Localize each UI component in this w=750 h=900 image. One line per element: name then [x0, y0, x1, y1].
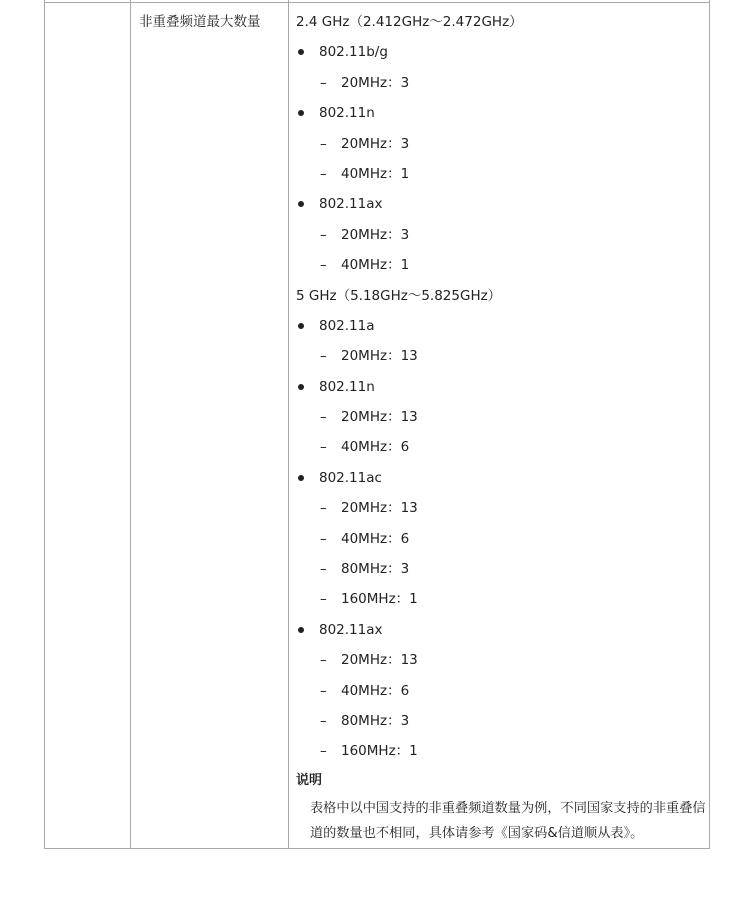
dash-icon: – [320, 652, 327, 669]
channel-width-item [296, 225, 706, 255]
dash-icon: – [320, 500, 327, 517]
channel-width-item [296, 437, 706, 467]
channel-width-value: 20MHz：13 [341, 652, 418, 669]
standard-list-item [296, 468, 706, 498]
channel-width-item [296, 681, 706, 711]
channel-width-item [296, 589, 706, 619]
channel-width-item [296, 255, 706, 285]
dash-icon: – [320, 257, 327, 274]
channel-width-value: 40MHz：1 [341, 257, 410, 274]
dash-icon: – [320, 348, 327, 365]
channel-width-item [296, 407, 706, 437]
bullet-icon [298, 384, 304, 390]
dash-icon: – [320, 165, 327, 182]
dash-icon: – [320, 226, 327, 243]
note-text: 表格中以中国支持的非重叠频道数量为例，不同国家支持的非重叠信道的数量也不相同，具体请参考《国家码&信道顺从表》。 [310, 801, 706, 841]
column-divider [288, 0, 289, 849]
dash-icon: – [320, 74, 327, 91]
standard-name: 802.11ac [319, 469, 382, 486]
channel-width-item [296, 529, 706, 559]
channel-width-item [296, 711, 706, 741]
bullet-icon [298, 475, 304, 481]
standard-name: 802.11n [319, 378, 375, 395]
channel-width-item [296, 650, 706, 680]
channel-width-item [296, 73, 706, 103]
bullet-icon [298, 201, 304, 207]
channel-width-item [296, 134, 706, 164]
bullet-icon [298, 49, 304, 55]
dash-icon: – [320, 561, 327, 578]
band-label: 5 GHz（5.18GHz～5.825GHz） [296, 287, 502, 304]
channel-width-value: 20MHz：13 [341, 348, 418, 365]
parameter-value-cell [296, 12, 706, 772]
dash-icon: – [320, 743, 327, 760]
channel-width-value: 20MHz：13 [341, 409, 418, 426]
standard-list-item [296, 316, 706, 346]
dash-icon: – [320, 591, 327, 608]
band-label: 2.4 GHz（2.412GHz～2.472GHz） [296, 14, 523, 30]
dash-icon: – [320, 712, 327, 729]
standard-name: 802.11n [319, 105, 375, 122]
channel-width-value: 40MHz：1 [341, 165, 410, 182]
standard-name: 802.11ax [319, 621, 383, 638]
channel-width-value: 20MHz：3 [341, 226, 410, 243]
channel-width-value: 20MHz：13 [341, 500, 418, 517]
bullet-icon [298, 323, 304, 329]
bullet-icon [298, 627, 304, 633]
channel-width-item [296, 559, 706, 589]
standard-list-item [296, 620, 706, 650]
channel-width-value: 20MHz：3 [341, 74, 410, 91]
channel-width-item [296, 498, 706, 528]
channel-width-value: 40MHz：6 [341, 682, 410, 699]
column-divider [130, 0, 131, 849]
bullet-icon [298, 110, 304, 116]
dash-icon: – [320, 439, 327, 456]
dash-icon: – [320, 135, 327, 152]
channel-width-value: 40MHz：6 [341, 530, 410, 547]
standard-name: 802.11b/g [319, 44, 388, 61]
standard-list-item [296, 194, 706, 224]
dash-icon: – [320, 409, 327, 426]
standard-name: 802.11a [319, 317, 375, 334]
channel-width-value: 20MHz：3 [341, 135, 410, 152]
channel-width-value: 160MHz：1 [341, 591, 418, 608]
standard-name: 802.11ax [319, 196, 383, 213]
channel-width-value: 80MHz：3 [341, 561, 410, 578]
standard-list-item [296, 103, 706, 133]
parameter-name-cell: 非重叠频道最大数量 [139, 14, 261, 30]
channel-width-value: 80MHz：3 [341, 712, 410, 729]
channel-width-value: 160MHz：1 [341, 743, 418, 760]
channel-width-item [296, 164, 706, 194]
dash-icon: – [320, 530, 327, 547]
channel-width-value: 40MHz：6 [341, 439, 410, 456]
standard-list-item [296, 377, 706, 407]
note-title: 说明 [296, 773, 323, 788]
dash-icon: – [320, 682, 327, 699]
channel-width-item [296, 346, 706, 376]
channel-width-item [296, 741, 706, 771]
standard-list-item [296, 42, 706, 72]
